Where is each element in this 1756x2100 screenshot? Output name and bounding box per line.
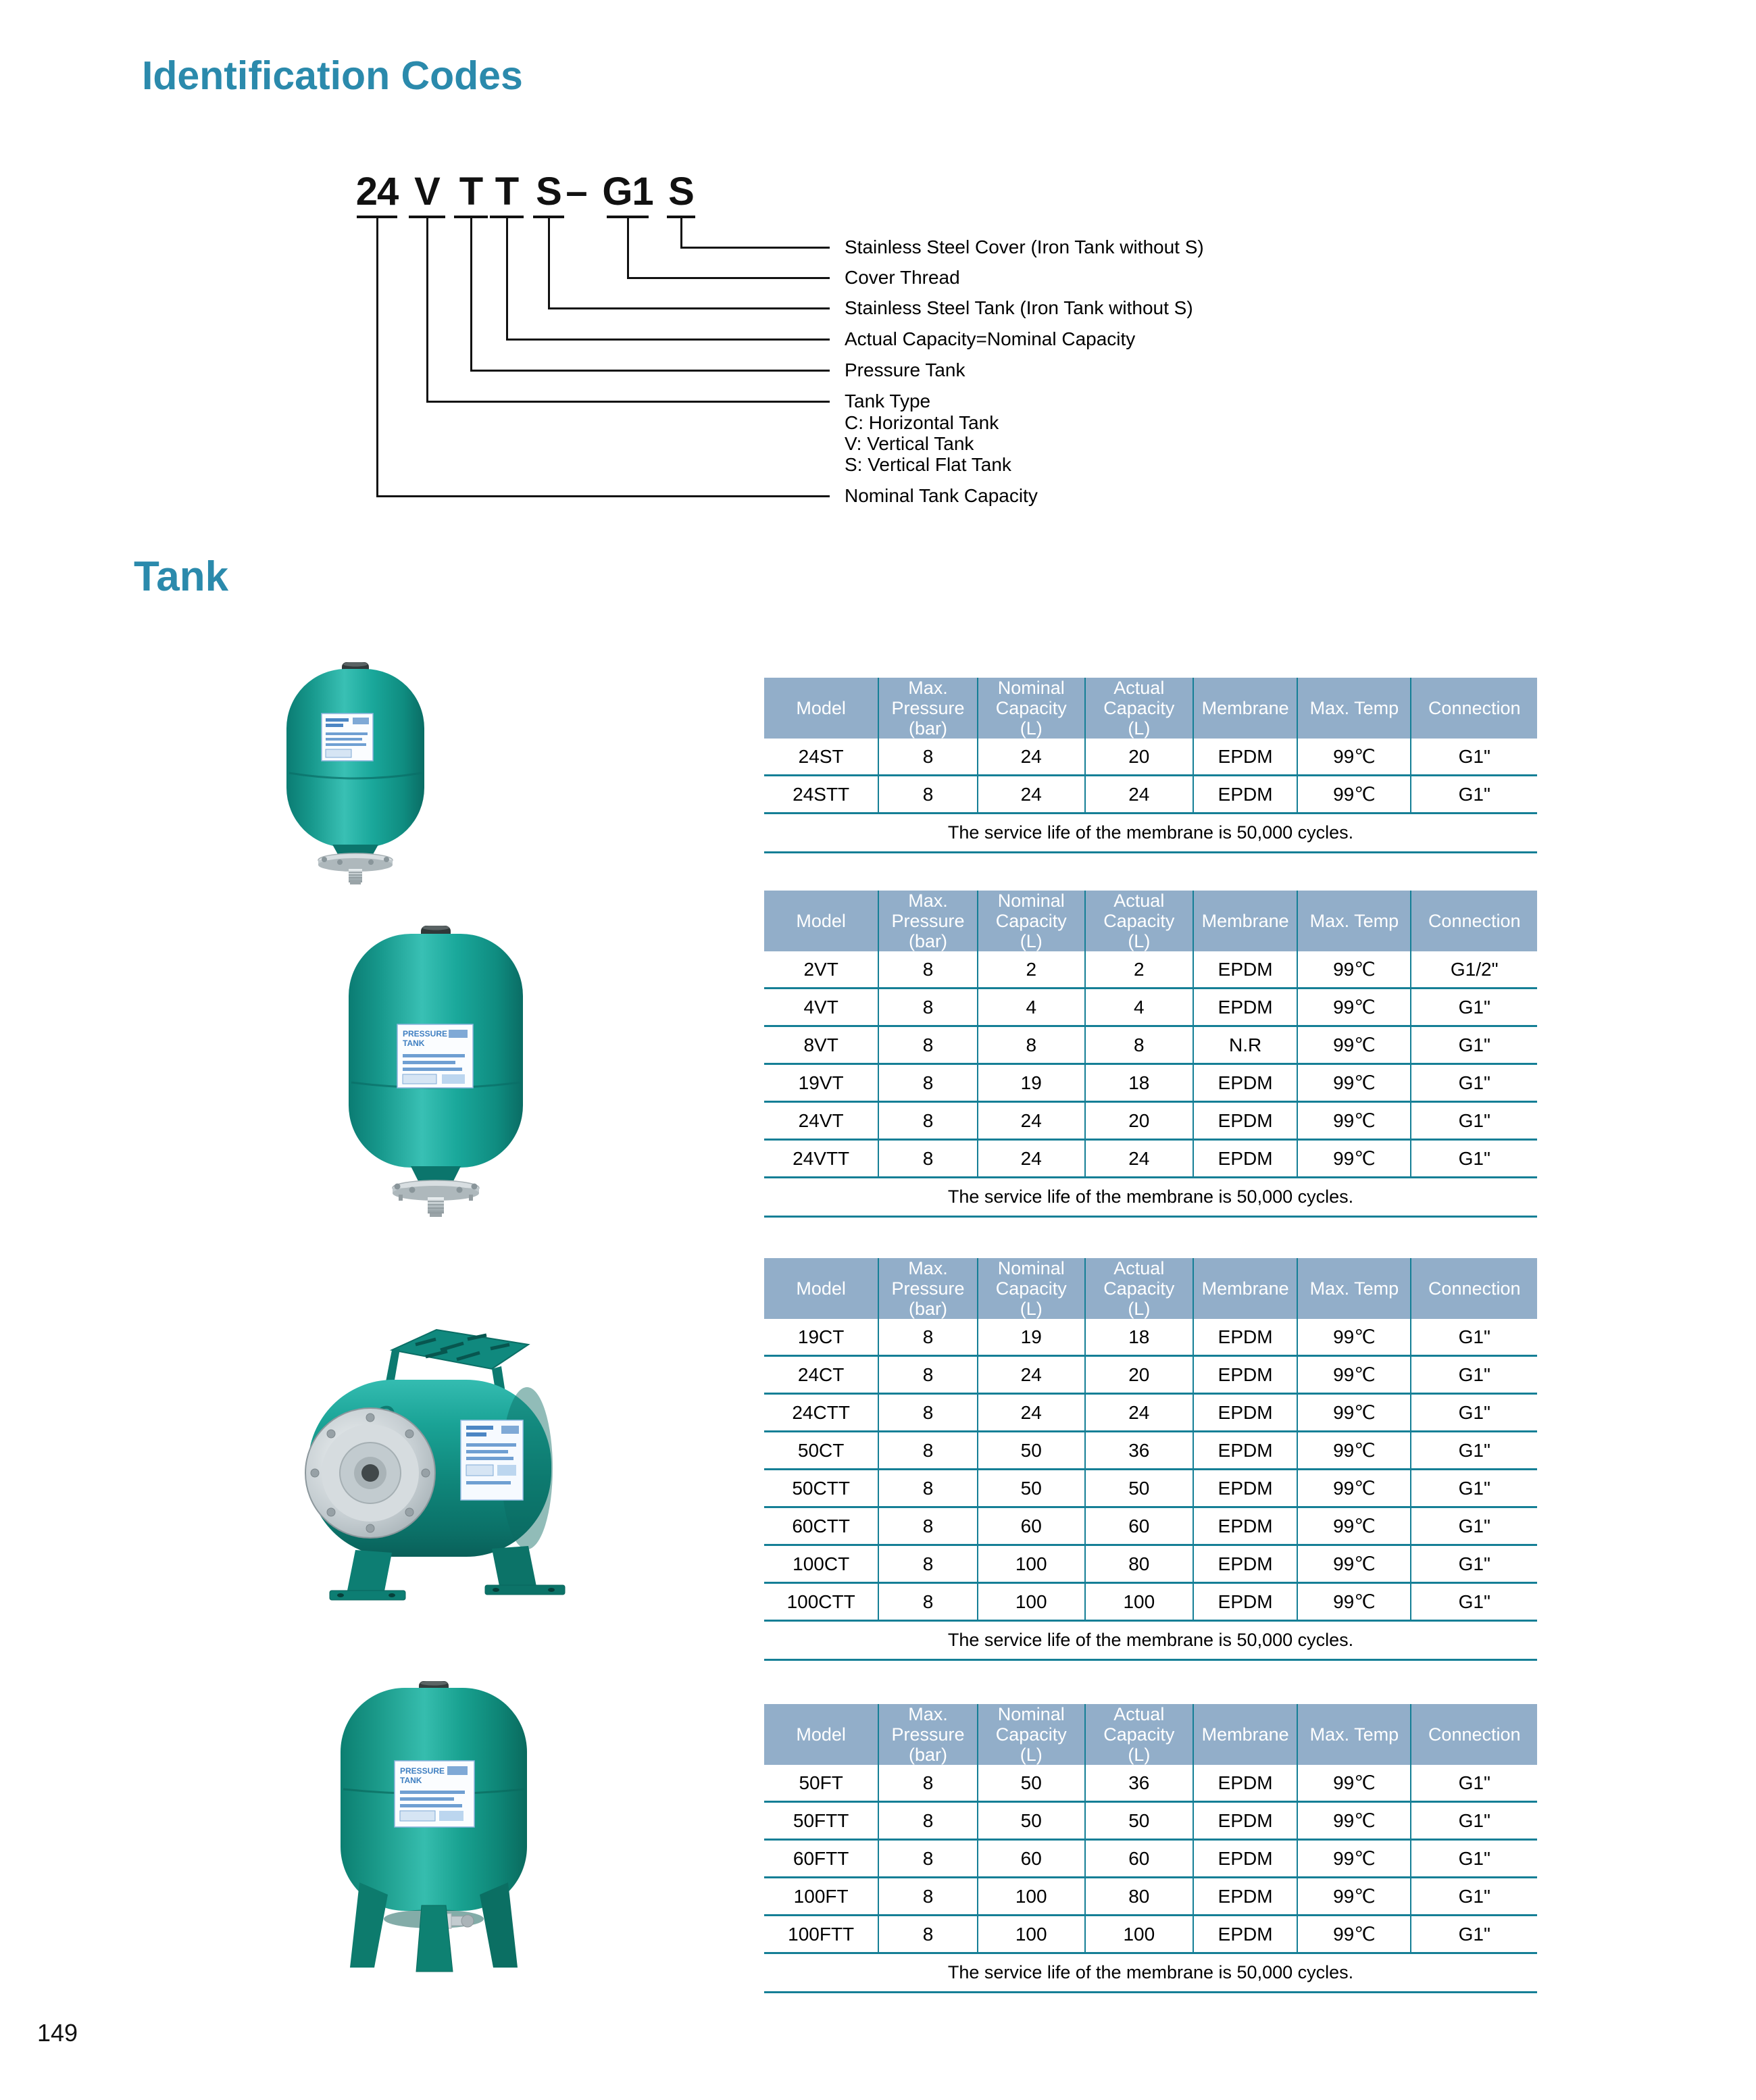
table-cell: 8 bbox=[878, 1356, 977, 1394]
table-cell: 8VT bbox=[764, 1026, 878, 1064]
table-cell: 2VT bbox=[764, 951, 878, 989]
table-note-row bbox=[764, 1953, 1537, 1993]
connector-line bbox=[627, 277, 830, 279]
code-segment: – bbox=[566, 170, 587, 214]
table-cell: EPDM bbox=[1193, 1583, 1297, 1621]
table-cell: 18 bbox=[1085, 1064, 1193, 1102]
table-cell: 99℃ bbox=[1297, 1356, 1411, 1394]
code-label-text: Nominal Tank Capacity bbox=[845, 485, 1038, 506]
table-cell: 8 bbox=[878, 1432, 977, 1470]
table-cell: 24STT bbox=[764, 776, 878, 814]
spec-table-ct-section bbox=[764, 1258, 1537, 1661]
table-cell: 8 bbox=[978, 1026, 1085, 1064]
table-cell: 60 bbox=[1085, 1507, 1193, 1545]
table-row bbox=[764, 1356, 1537, 1394]
table-cell: 99℃ bbox=[1297, 1319, 1411, 1356]
code-label-text: Stainless Steel Tank (Iron Tank without S) bbox=[845, 297, 1193, 318]
table-cell: 60FTT bbox=[764, 1840, 878, 1878]
column-header: Actual Capacity (L) bbox=[1085, 678, 1193, 739]
table-cell: 99℃ bbox=[1297, 989, 1411, 1026]
table-cell: 99℃ bbox=[1297, 1765, 1411, 1802]
table-cell: 8 bbox=[878, 1064, 977, 1102]
table-cell: 99℃ bbox=[1297, 1470, 1411, 1507]
table-note: The service life of the membrane is 50,000 cycles. bbox=[764, 1621, 1537, 1660]
table-cell: 24VT bbox=[764, 1102, 878, 1140]
table-cell: 50CTT bbox=[764, 1470, 878, 1507]
table-cell: 100 bbox=[978, 1916, 1085, 1953]
table-cell: G1" bbox=[1411, 1026, 1537, 1064]
table-cell: G1" bbox=[1411, 1878, 1537, 1916]
table-row bbox=[764, 1765, 1537, 1802]
table-cell: 20 bbox=[1085, 739, 1193, 776]
code-label bbox=[845, 328, 1135, 350]
connector-line bbox=[548, 307, 830, 309]
page-number: 149 bbox=[37, 2019, 78, 2047]
vertical-flat-tank-image bbox=[284, 662, 427, 885]
table-cell: G1" bbox=[1411, 776, 1537, 814]
tank-label-title: TANK bbox=[400, 1776, 422, 1785]
table-cell: 99℃ bbox=[1297, 1802, 1411, 1840]
table-cell: 8 bbox=[878, 1026, 977, 1064]
table-cell: 8 bbox=[878, 1765, 977, 1802]
column-header: Max. Pressure (bar) bbox=[878, 1258, 977, 1319]
table-row bbox=[764, 1064, 1537, 1102]
connector-line bbox=[506, 218, 508, 341]
spec-table bbox=[764, 891, 1537, 1218]
connector-line bbox=[376, 218, 378, 497]
table-cell: 99℃ bbox=[1297, 1064, 1411, 1102]
table-cell: 50FTT bbox=[764, 1802, 878, 1840]
table-note: The service life of the membrane is 50,000 cycles. bbox=[764, 814, 1537, 853]
table-cell: 4 bbox=[978, 989, 1085, 1026]
column-header: Max. Temp bbox=[1297, 1258, 1411, 1319]
code-label-text: Stainless Steel Cover (Iron Tank without S) bbox=[845, 236, 1204, 257]
column-header: Max. Pressure (bar) bbox=[878, 678, 977, 739]
table-cell: G1" bbox=[1411, 1765, 1537, 1802]
table-cell: 8 bbox=[1085, 1026, 1193, 1064]
code-segment: 24 bbox=[355, 170, 399, 214]
column-header: Max. Pressure (bar) bbox=[878, 891, 977, 951]
table-cell: 100 bbox=[978, 1583, 1085, 1621]
spec-table-ft-section bbox=[764, 1704, 1537, 1993]
spec-table bbox=[764, 1258, 1537, 1661]
table-cell: 80 bbox=[1085, 1878, 1193, 1916]
table-note: The service life of the membrane is 50,000 cycles. bbox=[764, 1178, 1537, 1217]
table-row bbox=[764, 1026, 1537, 1064]
table-cell: EPDM bbox=[1193, 1916, 1297, 1953]
table-row bbox=[764, 1507, 1537, 1545]
column-header: Nominal Capacity (L) bbox=[978, 1704, 1085, 1765]
table-cell: 100FTT bbox=[764, 1916, 878, 1953]
table-row bbox=[764, 739, 1537, 776]
table-row bbox=[764, 1802, 1537, 1840]
connector-line bbox=[376, 495, 830, 497]
table-cell: 24 bbox=[978, 1394, 1085, 1432]
table-cell: EPDM bbox=[1193, 739, 1297, 776]
code-segment: T bbox=[459, 170, 483, 214]
table-cell: 99℃ bbox=[1297, 1545, 1411, 1583]
table-cell: 99℃ bbox=[1297, 1916, 1411, 1953]
table-cell: 24 bbox=[978, 1102, 1085, 1140]
table-cell: 19VT bbox=[764, 1064, 878, 1102]
spec-table bbox=[764, 678, 1537, 853]
code-label bbox=[845, 236, 1204, 258]
table-cell: G1" bbox=[1411, 1102, 1537, 1140]
table-cell: G1" bbox=[1411, 1802, 1537, 1840]
table-row bbox=[764, 951, 1537, 989]
vertical-tank-with-legs-image bbox=[336, 1681, 531, 1976]
table-cell: EPDM bbox=[1193, 776, 1297, 814]
code-sublabel-text: S: Vertical Flat Tank bbox=[845, 454, 1011, 475]
table-cell: EPDM bbox=[1193, 1356, 1297, 1394]
table-cell: 100CT bbox=[764, 1545, 878, 1583]
table-cell: 19 bbox=[978, 1319, 1085, 1356]
table-cell: 24CT bbox=[764, 1356, 878, 1394]
column-header: Model bbox=[764, 1258, 878, 1319]
code-segment: G1 bbox=[602, 170, 653, 214]
tank-label-title: PRESSURE bbox=[400, 1766, 445, 1776]
table-cell: 8 bbox=[878, 1140, 977, 1178]
vertical-tank-image bbox=[346, 926, 526, 1218]
table-cell: 8 bbox=[878, 951, 977, 989]
code-segment: S bbox=[536, 170, 561, 214]
code-sublabel-text: V: Vertical Tank bbox=[845, 433, 974, 454]
table-cell: EPDM bbox=[1193, 1319, 1297, 1356]
code-label bbox=[845, 267, 960, 289]
table-cell: 99℃ bbox=[1297, 1394, 1411, 1432]
connector-line bbox=[680, 218, 682, 249]
table-cell: 24 bbox=[978, 1356, 1085, 1394]
table-cell: 60 bbox=[1085, 1840, 1193, 1878]
table-cell: G1" bbox=[1411, 989, 1537, 1026]
spec-table-st-section bbox=[764, 678, 1537, 853]
connector-line bbox=[506, 339, 830, 341]
table-cell: 8 bbox=[878, 1394, 977, 1432]
table-cell: G1" bbox=[1411, 1916, 1537, 1953]
connector-line bbox=[426, 401, 830, 403]
table-row bbox=[764, 1878, 1537, 1916]
table-note-row bbox=[764, 814, 1537, 853]
code-sublabel-text: C: Horizontal Tank bbox=[845, 412, 999, 433]
table-cell: 100 bbox=[978, 1878, 1085, 1916]
header-row bbox=[764, 891, 1537, 951]
table-cell: 4 bbox=[1085, 989, 1193, 1026]
table-cell: 8 bbox=[878, 989, 977, 1026]
table-cell: 99℃ bbox=[1297, 739, 1411, 776]
section-title-identification-codes: Identification Codes bbox=[142, 53, 523, 98]
code-label-text: Tank Type bbox=[845, 391, 931, 411]
column-header: Nominal Capacity (L) bbox=[978, 678, 1085, 739]
table-cell: 24ST bbox=[764, 739, 878, 776]
table-row bbox=[764, 1470, 1537, 1507]
code-segment: V bbox=[414, 170, 440, 214]
table-cell: EPDM bbox=[1193, 1102, 1297, 1140]
table-cell: EPDM bbox=[1193, 1878, 1297, 1916]
header-row bbox=[764, 1258, 1537, 1319]
table-row bbox=[764, 1583, 1537, 1621]
table-cell: 8 bbox=[878, 739, 977, 776]
section-title-tank: Tank bbox=[134, 553, 229, 600]
table-cell: 36 bbox=[1085, 1765, 1193, 1802]
header-row bbox=[764, 678, 1537, 739]
column-header: Actual Capacity (L) bbox=[1085, 1704, 1193, 1765]
spec-table-vt-section bbox=[764, 891, 1537, 1218]
table-cell: EPDM bbox=[1193, 1064, 1297, 1102]
table-cell: 8 bbox=[878, 776, 977, 814]
table-cell: 99℃ bbox=[1297, 1878, 1411, 1916]
table-cell: EPDM bbox=[1193, 1140, 1297, 1178]
column-header: Connection bbox=[1411, 678, 1537, 739]
table-cell: 24 bbox=[978, 739, 1085, 776]
table-cell: G1" bbox=[1411, 1583, 1537, 1621]
table-cell: 19CT bbox=[764, 1319, 878, 1356]
table-cell: 80 bbox=[1085, 1545, 1193, 1583]
table-cell: 100FT bbox=[764, 1878, 878, 1916]
table-cell: 36 bbox=[1085, 1432, 1193, 1470]
table-cell: G1" bbox=[1411, 1319, 1537, 1356]
table-cell: 99℃ bbox=[1297, 1102, 1411, 1140]
table-cell: 8 bbox=[878, 1878, 977, 1916]
table-cell: 99℃ bbox=[1297, 1140, 1411, 1178]
bottom-flange bbox=[318, 845, 393, 884]
table-cell: G1" bbox=[1411, 1140, 1537, 1178]
table-cell: EPDM bbox=[1193, 1765, 1297, 1802]
table-cell: EPDM bbox=[1193, 1394, 1297, 1432]
table-cell: G1/2" bbox=[1411, 951, 1537, 989]
table-note-row bbox=[764, 1178, 1537, 1217]
table-row bbox=[764, 1102, 1537, 1140]
table-cell: 4VT bbox=[764, 989, 878, 1026]
table-cell: G1" bbox=[1411, 1545, 1537, 1583]
connector-line bbox=[627, 218, 629, 279]
table-cell: 8 bbox=[878, 1802, 977, 1840]
code-label-text: Cover Thread bbox=[845, 267, 960, 288]
connector-line bbox=[548, 218, 550, 309]
table-note-row bbox=[764, 1621, 1537, 1660]
table-cell: G1" bbox=[1411, 739, 1537, 776]
table-cell: G1" bbox=[1411, 1470, 1537, 1507]
table-cell: 60 bbox=[978, 1507, 1085, 1545]
connector-line bbox=[680, 247, 830, 249]
column-header: Membrane bbox=[1193, 891, 1297, 951]
table-cell: 100 bbox=[1085, 1916, 1193, 1953]
code-label-text: Pressure Tank bbox=[845, 359, 965, 380]
table-cell: 100 bbox=[978, 1545, 1085, 1583]
table-row bbox=[764, 1140, 1537, 1178]
table-cell: 60 bbox=[978, 1840, 1085, 1878]
tank-label bbox=[397, 1024, 473, 1088]
table-cell: 18 bbox=[1085, 1319, 1193, 1356]
table-cell: G1" bbox=[1411, 1432, 1537, 1470]
table-cell: 20 bbox=[1085, 1356, 1193, 1394]
table-cell: EPDM bbox=[1193, 1840, 1297, 1878]
table-cell: 100CTT bbox=[764, 1583, 878, 1621]
table-row bbox=[764, 1394, 1537, 1432]
tank-label-title: TANK bbox=[403, 1039, 425, 1048]
connector-line bbox=[470, 218, 472, 372]
table-cell: 100 bbox=[1085, 1583, 1193, 1621]
column-header: Model bbox=[764, 1704, 878, 1765]
column-header: Max. Temp bbox=[1297, 891, 1411, 951]
table-row bbox=[764, 1545, 1537, 1583]
table-cell: N.R bbox=[1193, 1026, 1297, 1064]
table-cell: 50 bbox=[1085, 1802, 1193, 1840]
table-cell: 24 bbox=[1085, 776, 1193, 814]
table-row bbox=[764, 1432, 1537, 1470]
table-cell: EPDM bbox=[1193, 1545, 1297, 1583]
code-label-text: Actual Capacity=Nominal Capacity bbox=[845, 328, 1136, 349]
column-header: Connection bbox=[1411, 891, 1537, 951]
table-cell: 99℃ bbox=[1297, 1026, 1411, 1064]
table-cell: 8 bbox=[878, 1545, 977, 1583]
horizontal-tank-image bbox=[291, 1326, 568, 1620]
header-row bbox=[764, 1704, 1537, 1765]
tank-label bbox=[322, 714, 373, 761]
table-cell: EPDM bbox=[1193, 951, 1297, 989]
column-header: Actual Capacity (L) bbox=[1085, 1258, 1193, 1319]
table-cell: 8 bbox=[878, 1916, 977, 1953]
column-header: Model bbox=[764, 891, 878, 951]
spec-table bbox=[764, 1704, 1537, 1993]
table-row bbox=[764, 1319, 1537, 1356]
table-cell: 8 bbox=[878, 1840, 977, 1878]
table-cell: G1" bbox=[1411, 1064, 1537, 1102]
table-cell: 8 bbox=[878, 1470, 977, 1507]
table-cell: 50 bbox=[978, 1470, 1085, 1507]
column-header: Connection bbox=[1411, 1704, 1537, 1765]
table-cell: EPDM bbox=[1193, 1432, 1297, 1470]
column-header: Membrane bbox=[1193, 678, 1297, 739]
table-cell: 99℃ bbox=[1297, 1507, 1411, 1545]
code-label bbox=[845, 391, 1011, 475]
table-cell: EPDM bbox=[1193, 989, 1297, 1026]
table-cell: 2 bbox=[978, 951, 1085, 989]
table-cell: 24 bbox=[1085, 1394, 1193, 1432]
table-cell: 99℃ bbox=[1297, 1583, 1411, 1621]
front-flange bbox=[305, 1408, 435, 1538]
table-cell: 20 bbox=[1085, 1102, 1193, 1140]
table-cell: 24 bbox=[978, 1140, 1085, 1178]
table-cell: G1" bbox=[1411, 1840, 1537, 1878]
table-row bbox=[764, 1916, 1537, 1953]
column-header: Membrane bbox=[1193, 1258, 1297, 1319]
table-cell: G1" bbox=[1411, 1356, 1537, 1394]
bottom-flange bbox=[393, 1166, 479, 1217]
table-row bbox=[764, 1840, 1537, 1878]
tank-label-title: PRESSURE bbox=[403, 1029, 448, 1039]
connector-line bbox=[470, 370, 830, 372]
table-cell: EPDM bbox=[1193, 1470, 1297, 1507]
table-cell: 50 bbox=[1085, 1470, 1193, 1507]
table-cell: 60CTT bbox=[764, 1507, 878, 1545]
table-cell: 50CT bbox=[764, 1432, 878, 1470]
table-cell: 24 bbox=[1085, 1140, 1193, 1178]
code-label bbox=[845, 359, 965, 381]
column-header: Nominal Capacity (L) bbox=[978, 891, 1085, 951]
table-cell: 2 bbox=[1085, 951, 1193, 989]
table-cell: 24VTT bbox=[764, 1140, 878, 1178]
table-cell: 50 bbox=[978, 1802, 1085, 1840]
table-cell: 50 bbox=[978, 1432, 1085, 1470]
table-cell: 8 bbox=[878, 1319, 977, 1356]
code-segment: T bbox=[495, 170, 519, 214]
table-row bbox=[764, 776, 1537, 814]
table-cell: 99℃ bbox=[1297, 1840, 1411, 1878]
column-header: Max. Temp bbox=[1297, 678, 1411, 739]
table-cell: 24CTT bbox=[764, 1394, 878, 1432]
connector-line bbox=[426, 218, 428, 403]
column-header: Connection bbox=[1411, 1258, 1537, 1319]
column-header: Max. Pressure (bar) bbox=[878, 1704, 977, 1765]
code-label bbox=[845, 297, 1193, 319]
column-header: Membrane bbox=[1193, 1704, 1297, 1765]
table-cell: 99℃ bbox=[1297, 776, 1411, 814]
table-cell: G1" bbox=[1411, 1507, 1537, 1545]
column-header: Max. Temp bbox=[1297, 1704, 1411, 1765]
table-cell: G1" bbox=[1411, 1394, 1537, 1432]
tank-label bbox=[461, 1420, 523, 1500]
table-cell: 99℃ bbox=[1297, 1432, 1411, 1470]
table-cell: EPDM bbox=[1193, 1507, 1297, 1545]
table-cell: 24 bbox=[978, 776, 1085, 814]
table-cell: 19 bbox=[978, 1064, 1085, 1102]
column-header: Actual Capacity (L) bbox=[1085, 891, 1193, 951]
table-note: The service life of the membrane is 50,000 cycles. bbox=[764, 1953, 1537, 1993]
table-cell: 99℃ bbox=[1297, 951, 1411, 989]
table-cell: 8 bbox=[878, 1507, 977, 1545]
column-header: Nominal Capacity (L) bbox=[978, 1258, 1085, 1319]
tank-label bbox=[395, 1761, 474, 1827]
table-cell: 8 bbox=[878, 1583, 977, 1621]
table-cell: 50 bbox=[978, 1765, 1085, 1802]
table-cell: EPDM bbox=[1193, 1802, 1297, 1840]
table-cell: 50FT bbox=[764, 1765, 878, 1802]
table-cell: 8 bbox=[878, 1102, 977, 1140]
table-row bbox=[764, 989, 1537, 1026]
code-label bbox=[845, 485, 1038, 507]
column-header: Model bbox=[764, 678, 878, 739]
code-segment: S bbox=[668, 170, 694, 214]
